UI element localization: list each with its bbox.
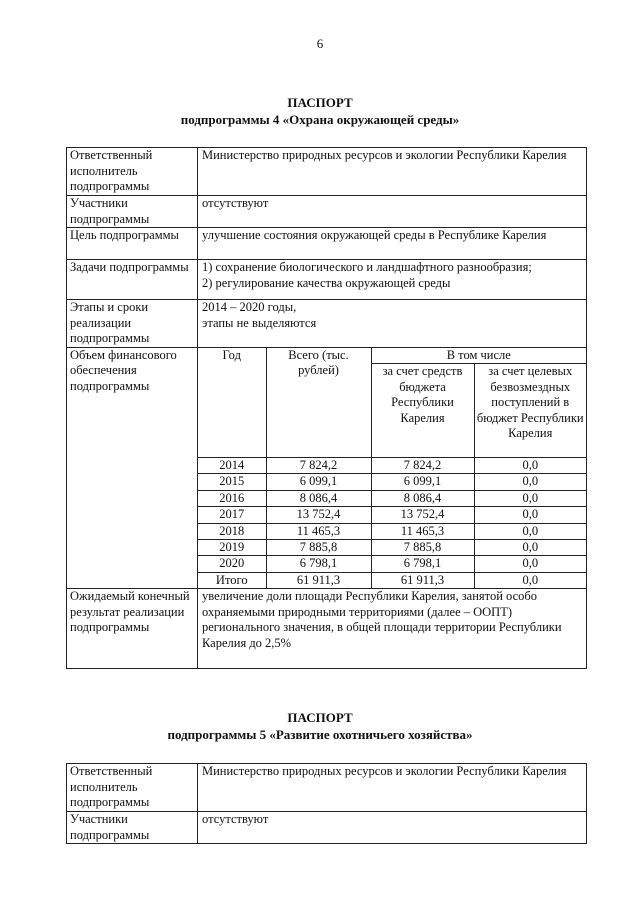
value-tasks xyxy=(198,260,587,300)
fin-total: 13 752,4 xyxy=(266,507,371,523)
fin-header-row-1 xyxy=(198,348,586,364)
fin-grants: 0,0 xyxy=(474,490,586,506)
row-participants xyxy=(67,196,587,228)
fin-row-2016 xyxy=(198,490,586,506)
passport5-subtitle: подпрограммы 5 «Развитие охотничьего хозяйства» xyxy=(167,727,473,742)
fin-header-year: Год xyxy=(198,348,266,458)
fin-total: 7 824,2 xyxy=(266,458,371,474)
fin-year: 2017 xyxy=(198,507,266,523)
fin-row-2019 xyxy=(198,540,586,556)
row-stages xyxy=(67,300,587,348)
fin-grants: 0,0 xyxy=(474,556,586,572)
fin-header-total: Всего (тыс. рублей) xyxy=(266,348,371,458)
row5-participants xyxy=(67,812,587,844)
fin-grants: 0,0 xyxy=(474,507,586,523)
fin-total: 7 885,8 xyxy=(266,540,371,556)
label-result: Ожидаемый конечный результат реализации подпрограммы xyxy=(67,589,198,669)
value5-executor: Министерство природных ресурсов и экологии Республики Карелия xyxy=(198,764,587,812)
fin-row-total xyxy=(198,572,586,588)
fin-budget: 8 086,4 xyxy=(371,490,474,506)
fin-total: 6 099,1 xyxy=(266,474,371,490)
row5-executor xyxy=(67,764,587,812)
row-tasks xyxy=(67,260,587,300)
fin-row-2018 xyxy=(198,523,586,539)
fin-year: 2014 xyxy=(198,458,266,474)
fin-header-including: В том числе xyxy=(371,348,586,364)
page-number: 6 xyxy=(316,36,324,51)
fin-grants: 0,0 xyxy=(474,523,586,539)
financing-cell xyxy=(198,347,587,589)
value-result: увеличение доли площади Республики Карелия, занятой особо охраняемыми природными территориями (далее – ООПТ) регионального значения, в общей площади территории Республики Карелия до 2,5% xyxy=(198,589,587,669)
fin-budget: 6 099,1 xyxy=(371,474,474,490)
value-participants: отсутствуют xyxy=(198,196,587,228)
fin-year: 2015 xyxy=(198,474,266,490)
value5-participants: отсутствуют xyxy=(198,812,587,844)
stages-line-2: этапы не выделяются xyxy=(202,315,317,330)
financing-table xyxy=(198,348,586,589)
passport5-title: ПАСПОРТ xyxy=(287,710,353,725)
task-1: 1) сохранение биологического и ландшафтного разнообразия; xyxy=(202,260,532,274)
fin-budget: 13 752,4 xyxy=(371,507,474,523)
fin-total: 11 465,3 xyxy=(266,523,371,539)
fin-grants: 0,0 xyxy=(474,458,586,474)
fin-budget: 6 798,1 xyxy=(371,556,474,572)
label-stages: Этапы и сроки реализации подпрограммы xyxy=(67,300,198,348)
value-goal: улучшение состояния окружающей среды в Республике Карелия xyxy=(198,228,587,260)
fin-year: 2016 xyxy=(198,490,266,506)
row-goal xyxy=(67,228,587,260)
fin-grants: 0,0 xyxy=(474,540,586,556)
label-tasks: Задачи подпрограммы xyxy=(67,260,198,300)
row-result xyxy=(67,589,587,669)
row-financing xyxy=(67,347,587,589)
fin-total-budget: 61 911,3 xyxy=(371,572,474,588)
label-goal: Цель подпрограммы xyxy=(67,228,198,260)
row-executor xyxy=(67,148,587,196)
fin-total-label: Итого xyxy=(198,572,266,588)
label5-executor: Ответственный исполнитель подпрограммы xyxy=(67,764,198,812)
fin-total: 6 798,1 xyxy=(266,556,371,572)
fin-row-2014 xyxy=(198,458,586,474)
fin-row-2015 xyxy=(198,474,586,490)
fin-total-grants: 0,0 xyxy=(474,572,586,588)
fin-budget: 11 465,3 xyxy=(371,523,474,539)
value-stages xyxy=(198,300,587,348)
passport4-title: ПАСПОРТ xyxy=(287,95,353,110)
fin-total-sum: 61 911,3 xyxy=(266,572,371,588)
passport4-subtitle: подпрограммы 4 «Охрана окружающей среды» xyxy=(180,112,460,127)
fin-budget: 7 824,2 xyxy=(371,458,474,474)
fin-row-2020 xyxy=(198,556,586,572)
task-2: 2) регулирование качества окружающей среды xyxy=(202,275,451,290)
passport5-table xyxy=(66,763,587,844)
fin-budget: 7 885,8 xyxy=(371,540,474,556)
label-executor: Ответственный исполнитель подпрограммы xyxy=(67,148,198,196)
fin-total: 8 086,4 xyxy=(266,490,371,506)
fin-year: 2019 xyxy=(198,540,266,556)
stages-line-1: 2014 – 2020 годы, xyxy=(202,300,297,314)
passport4-table xyxy=(66,147,587,669)
value-executor: Министерство природных ресурсов и экологии Республики Карелия xyxy=(198,148,587,196)
fin-header-budget: за счет средств бюджета Республики Карелия xyxy=(371,364,474,458)
fin-year: 2020 xyxy=(198,556,266,572)
fin-grants: 0,0 xyxy=(474,474,586,490)
label-participants: Участники подпрограммы xyxy=(67,196,198,228)
fin-header-grants: за счет целевых безвозмездных поступлений в бюджет Республики Карелия xyxy=(474,364,586,458)
fin-row-2017 xyxy=(198,507,586,523)
label5-participants: Участники подпрограммы xyxy=(67,812,198,844)
label-financing: Объем финансового обеспечения подпрограммы xyxy=(67,347,198,589)
fin-year: 2018 xyxy=(198,523,266,539)
